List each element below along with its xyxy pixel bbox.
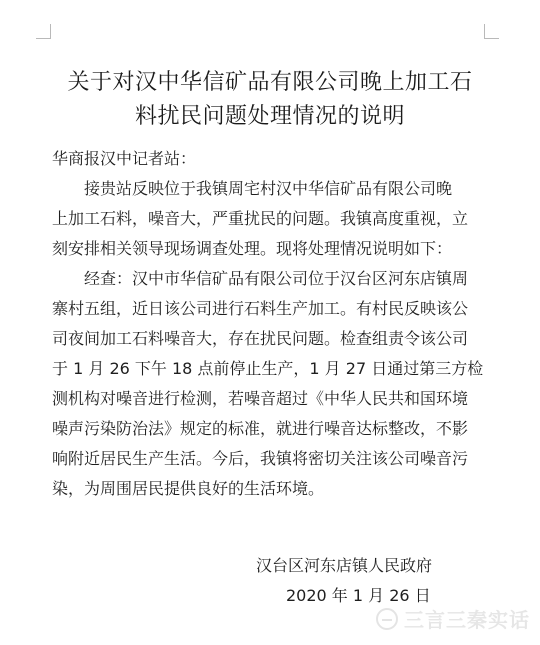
paragraph2-line: 噪声污染防治法》规定的标准，就进行噪音达标整改，不影 <box>52 419 469 438</box>
watermark-logo-icon <box>376 608 398 630</box>
paragraph2-line: 染，为周围居民提供良好的生活环境。 <box>52 479 325 498</box>
watermark-text: 三言三秦实话 <box>404 608 530 632</box>
paragraph2-line: 测机构对噪音进行检测，若噪音超过《中华人民共和国环境 <box>52 389 469 408</box>
paragraph1-line: 刻安排相关领导现场调查处理。现将处理情况说明如下： <box>52 239 453 258</box>
watermark <box>376 604 530 633</box>
signature-date: 2020 年 1 月 26 日 <box>286 586 431 605</box>
crop-mark-top-left <box>36 24 51 39</box>
document-title-line-2: 料扰民问题处理情况的说明 <box>134 104 405 129</box>
paragraph2-line: 司夜间加工石料噪音大，存在扰民问题。检查组责令该公司 <box>52 329 469 348</box>
paragraph1-line: 接贵站反映位于我镇周宅村汉中华信矿品有限公司晚 <box>84 179 453 198</box>
crop-mark-top-right <box>484 24 499 39</box>
signature-organization: 汉台区河东店镇人民政府 <box>256 556 433 575</box>
paragraph2-line: 经查：汉中市华信矿品有限公司位于汉台区河东店镇周 <box>84 269 469 288</box>
salutation: 华商报汉中记者站： <box>52 149 197 168</box>
paragraph2-line: 于 1 月 26 下午 18 点前停止生产，1 月 27 日通过第三方检 <box>52 359 484 378</box>
paragraph2-line: 响附近居民生产生活。今后，我镇将密切关注该公司噪音污 <box>52 449 469 468</box>
paragraph2-line: 寨村五组，近日该公司进行石料生产加工。有村民反映该公 <box>52 299 469 318</box>
document-title-line-1: 关于对汉中华信矿品有限公司晚上加工石 <box>67 70 473 95</box>
paragraph1-line: 上加工石料，噪音大，严重扰民的问题。我镇高度重视，立 <box>52 209 469 228</box>
